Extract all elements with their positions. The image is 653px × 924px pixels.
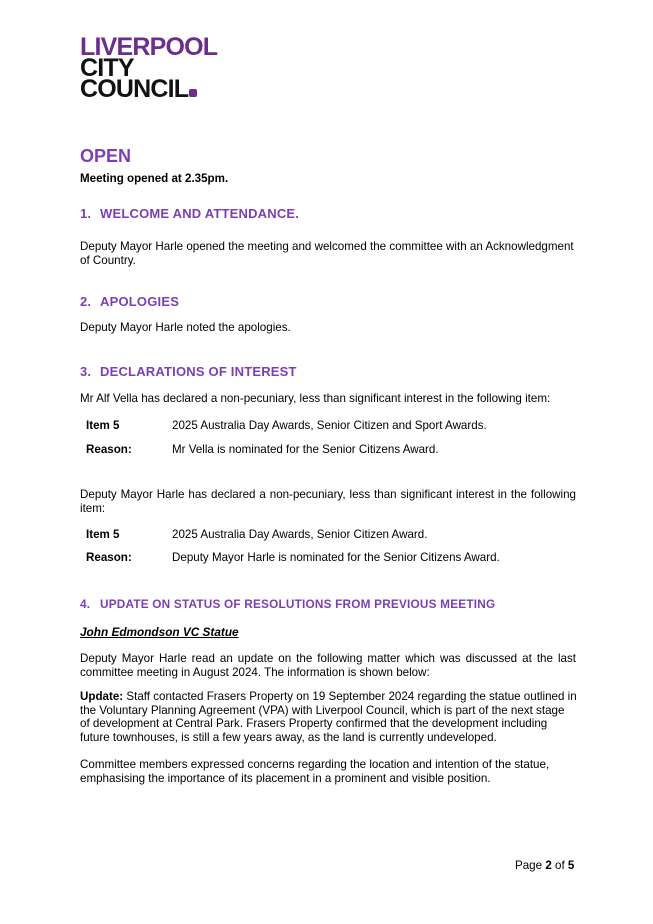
page-total: 5 (567, 859, 575, 872)
meeting-opened-text: Meeting opened at 2.35pm. (80, 172, 229, 185)
section-2-number: 2. (80, 294, 92, 309)
update-line-4: future townhouses, is still a few years away, as the land is currently undeveloped. (80, 730, 497, 744)
declaration-2-intro: Deputy Mayor Harle has declared a non-pecuniary, less than significant interest in the following item: (80, 488, 576, 515)
declaration-2-reason-value: Deputy Mayor Harle is nominated for the Senior Citizens Award. (172, 551, 500, 564)
section-3-number: 3. (80, 364, 92, 379)
declaration-2-reason-label: Reason: (86, 551, 132, 564)
section-1-heading (80, 206, 299, 221)
update-label: Update: (80, 690, 124, 703)
page-of-word: of (555, 859, 565, 872)
logo-line-2: CITY (80, 54, 134, 82)
section-3-title: DECLARATIONS OF INTEREST (100, 364, 297, 379)
section-3-heading (80, 364, 297, 379)
section-4-number: 4. (80, 597, 91, 611)
update-line-2: the Voluntary Planning Agreement (VPA) with Liverpool Council, which is part of the next stage (80, 703, 565, 717)
update-line-3: of development at Central Park. Frasers Property confirmed that the development including (80, 717, 548, 730)
page-word: Page (515, 859, 543, 872)
declaration-1-item-value: 2025 Australia Day Awards, Senior Citizen and Sport Awards. (172, 419, 487, 432)
declaration-1-reason-row (86, 443, 576, 457)
declaration-2-item-label: Item 5 (86, 528, 120, 541)
section-4-title: UPDATE ON STATUS OF RESOLUTIONS FROM PREVIOUS MEETING (100, 597, 496, 611)
declaration-1-item-label: Item 5 (86, 419, 120, 432)
concerns-paragraph (80, 758, 580, 785)
declaration-1-reason-label: Reason: (86, 443, 132, 456)
logo-dot-icon (189, 89, 197, 97)
section-1-number: 1. (80, 206, 92, 221)
update-line-1-text: Staff contacted Frasers Property on 19 September 2024 regarding the statue outlined in (123, 690, 577, 703)
declaration-1-item-row (86, 419, 576, 433)
section-1-body: Deputy Mayor Harle opened the meeting and welcomed the committee with an Acknowledgment of Country. (80, 240, 574, 267)
section-2-heading (80, 294, 179, 309)
section-4-heading (80, 597, 495, 611)
declaration-2-item-row (86, 528, 576, 542)
logo-line-3-text: COUNCIL (80, 75, 189, 103)
declaration-2-reason-row (86, 551, 576, 565)
page-number (515, 859, 574, 872)
open-title: OPEN (80, 146, 132, 166)
page-current: 2 (545, 859, 552, 872)
section-2-title: APOLOGIES (100, 294, 180, 309)
update-paragraph (80, 690, 580, 744)
update-line-1 (80, 690, 580, 704)
section-2-body: Deputy Mayor Harle noted the apologies. (80, 321, 291, 334)
concerns-line-2: emphasising the importance of its placement in a prominent and visible position. (80, 771, 491, 785)
section-1-title: WELCOME AND ATTENDANCE. (100, 206, 300, 221)
logo-line-3 (80, 75, 217, 103)
declaration-1-intro: Mr Alf Vella has declared a non-pecuniary, less than significant interest in the following item: (80, 392, 551, 405)
statue-subheading: John Edmondson VC Statue (80, 625, 239, 639)
concerns-line-1: Committee members expressed concerns regarding the location and intention of the statue, (80, 758, 550, 771)
council-logo (80, 33, 218, 103)
declaration-1-reason-value: Mr Vella is nominated for the Senior Citizens Award. (172, 443, 439, 456)
declaration-2-item-value: 2025 Australia Day Awards, Senior Citizen Award. (172, 528, 428, 541)
logo-line-1: LIVERPOOL (80, 33, 218, 61)
update-intro-paragraph: Deputy Mayor Harle read an update on the following matter which was discussed at the last committee meeting in August 2024. The information is shown below: (80, 652, 576, 679)
